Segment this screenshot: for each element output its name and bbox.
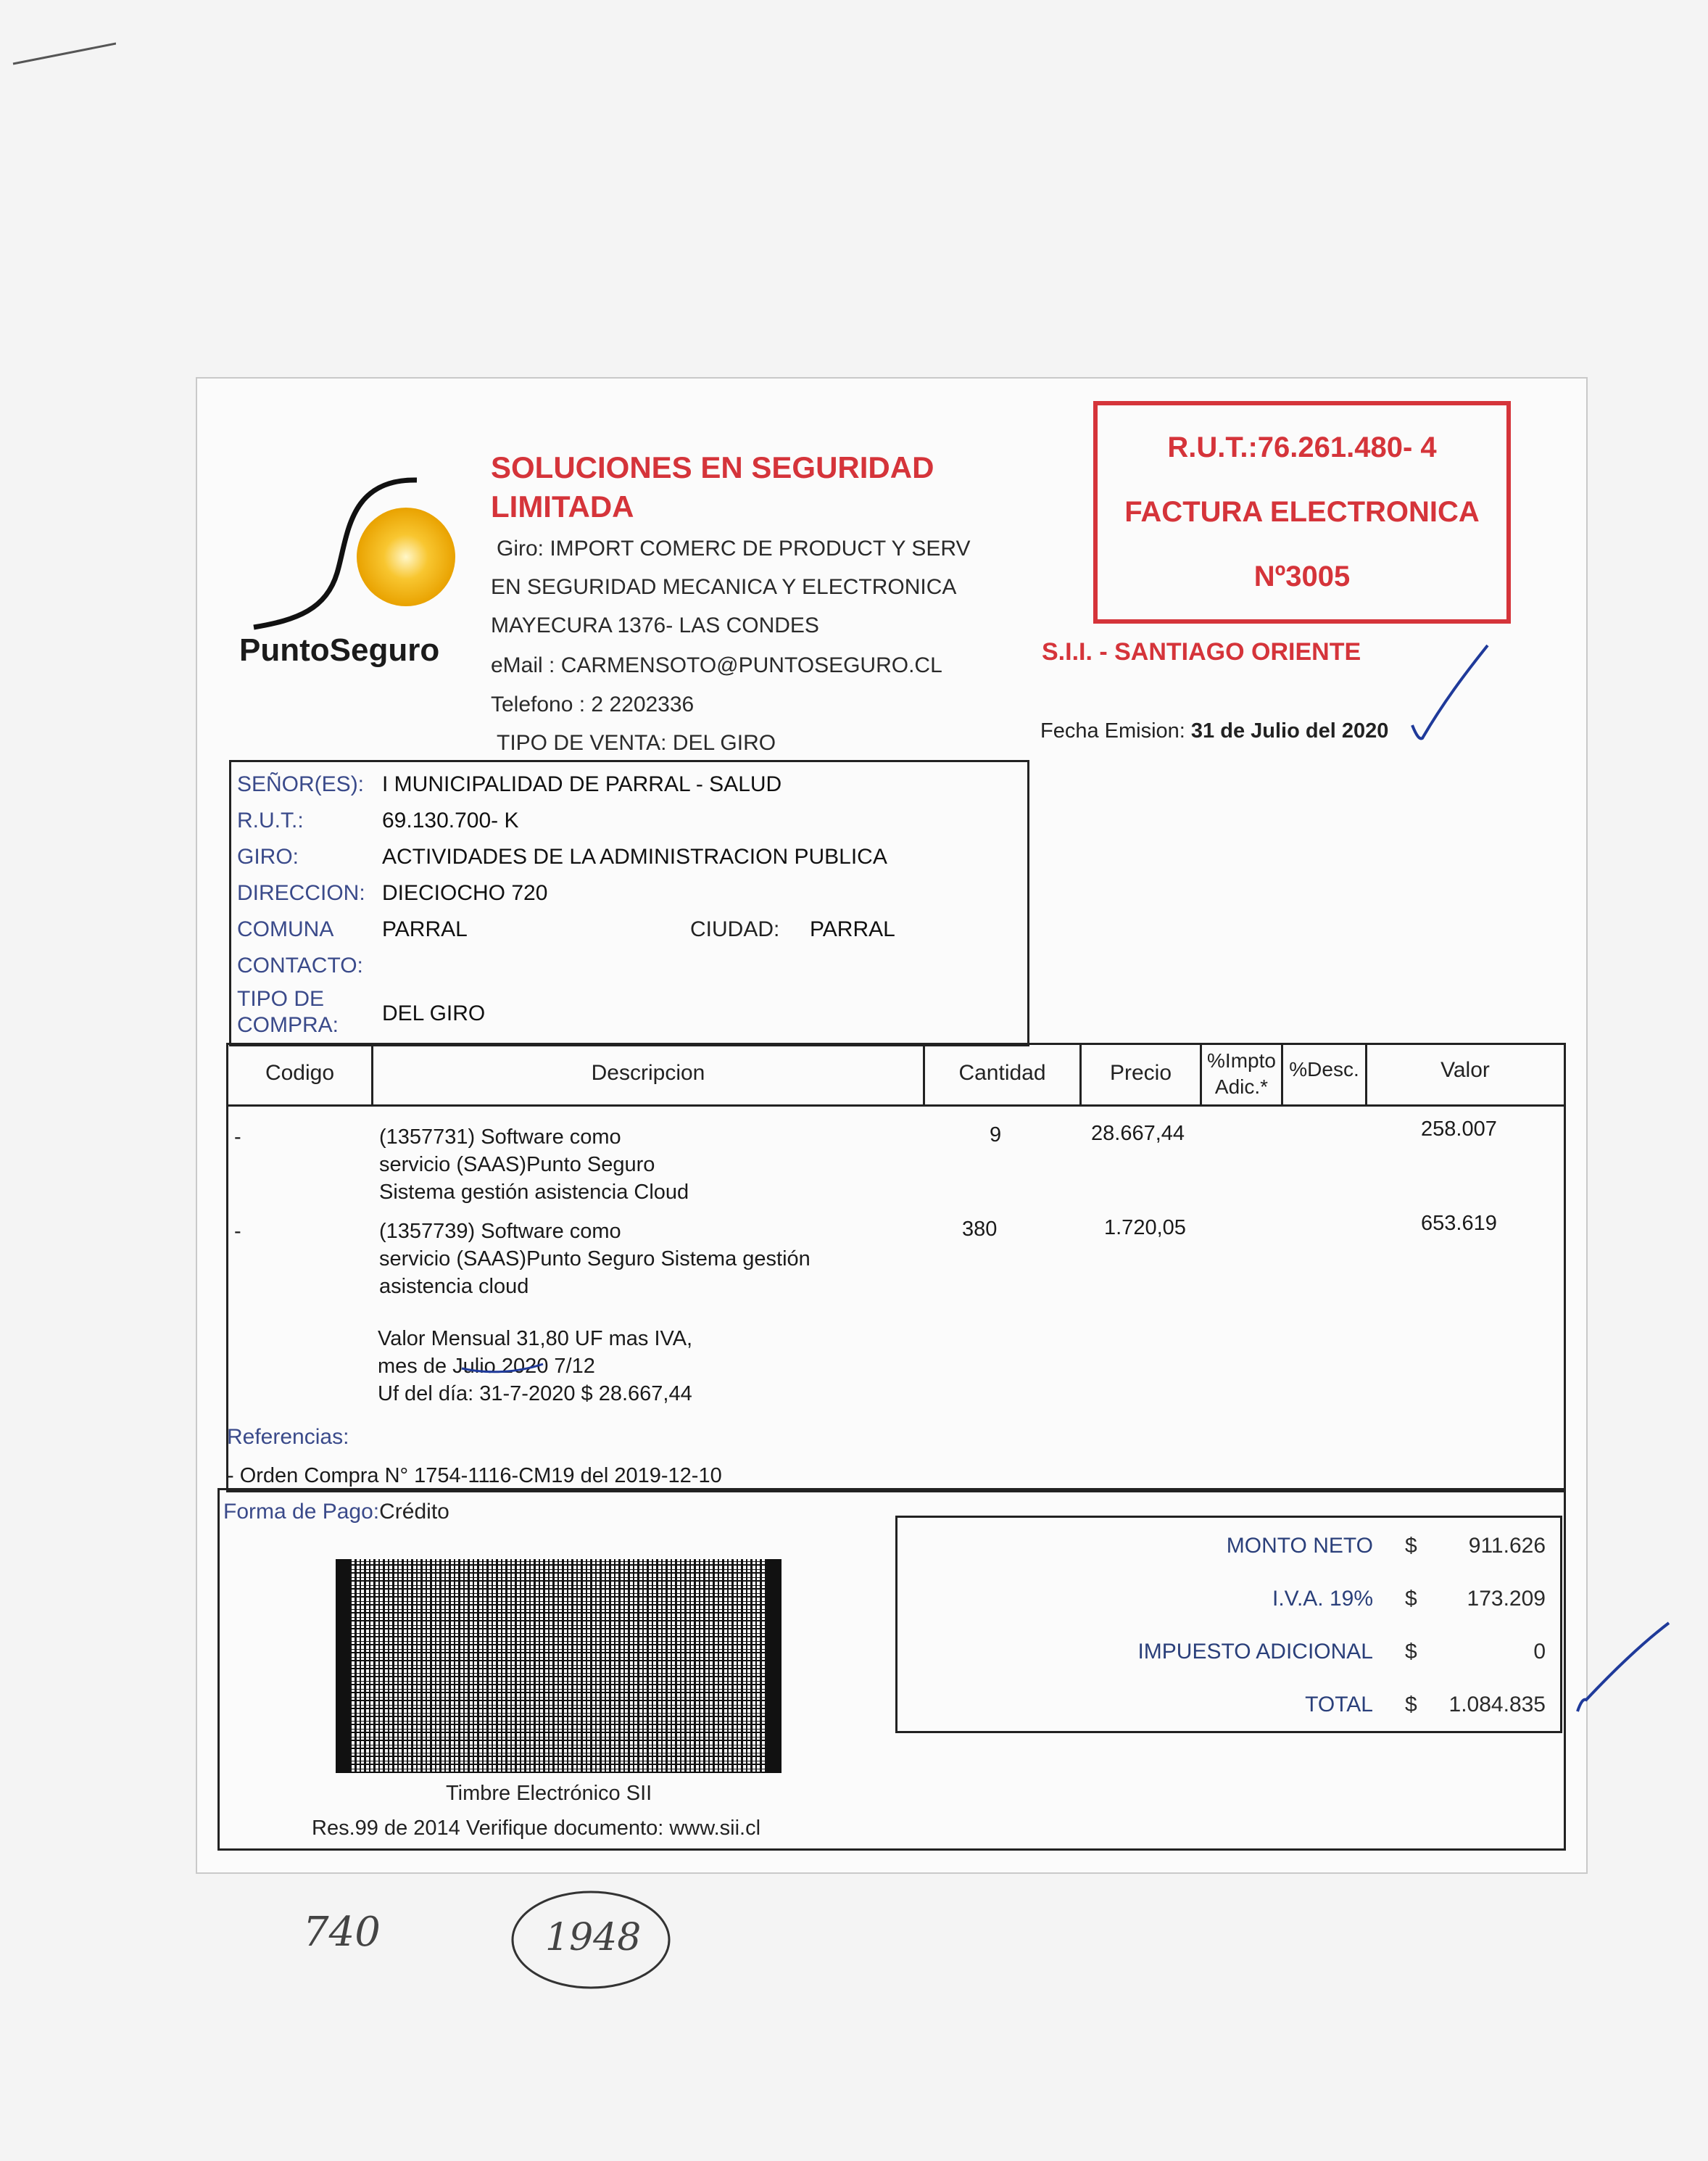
comuna-label: COMUNA (237, 917, 334, 941)
item-description-line: (1357739) Software como (379, 1220, 621, 1243)
header-desc: %Desc. (1289, 1058, 1359, 1080)
fecha-label: Fecha Emision: (1040, 719, 1185, 743)
checkmark-icon (1573, 1617, 1675, 1719)
item-codigo: - (234, 1125, 241, 1149)
issuer-giro-line1: Giro: IMPORT COMERC DE PRODUCT Y SERV (497, 537, 971, 561)
direccion-label: DIRECCION: (237, 881, 365, 905)
item-valor: 258.007 (1421, 1117, 1497, 1141)
adicional-label: IMPUESTO ADICIONAL (1137, 1640, 1373, 1664)
header-descripcion: Descripcion (591, 1061, 705, 1085)
handwritten-underline-mark (459, 1358, 546, 1376)
handwritten-note: 740 (303, 1909, 381, 1956)
client-giro-value: ACTIVIDADES DE LA ADMINISTRACION PUBLICA (382, 845, 887, 869)
puntoseguro-logo-icon (239, 471, 471, 638)
item-description-line: Sistema gestión asistencia Cloud (379, 1181, 689, 1204)
comuna-value: PARRAL (382, 917, 468, 941)
item-precio: 28.667,44 (1091, 1122, 1185, 1145)
senores-label: SEÑOR(ES): (237, 772, 365, 796)
document-number: Nº3005 (1253, 561, 1351, 592)
logo-wordmark: PuntoSeguro (239, 632, 440, 668)
forma-pago-label: Forma de Pago: (223, 1500, 380, 1524)
adicional-value: 0 (1533, 1640, 1546, 1664)
currency-symbol: $ (1405, 1640, 1417, 1664)
item-description (379, 1218, 811, 1300)
iva-label: I.V.A. 19% (1272, 1587, 1373, 1611)
note-line: Valor Mensual 31,80 UF mas IVA, (378, 1327, 693, 1350)
currency-symbol: $ (1405, 1693, 1417, 1716)
currency-symbol: $ (1405, 1587, 1417, 1611)
sii-office: S.I.I. - SANTIAGO ORIENTE (1042, 638, 1361, 666)
company-name-line1: SOLUCIONES EN SEGURIDAD (491, 450, 934, 484)
neto-value: 911.626 (1468, 1534, 1546, 1558)
header-impto-line1: %Impto (1207, 1049, 1276, 1072)
document-type: FACTURA ELECTRONICA (1124, 496, 1480, 528)
issuer-rut: R.U.T.:76.261.480- 4 (1167, 431, 1437, 463)
item-description-line: (1357731) Software como (379, 1125, 621, 1149)
total-value: 1.084.835 (1448, 1693, 1546, 1716)
senores-value: I MUNICIPALIDAD DE PARRAL - SALUD (382, 772, 782, 796)
fecha-emision (1040, 719, 1388, 743)
checkmark-icon (1406, 638, 1493, 747)
timbre-label: Timbre Electrónico SII (446, 1782, 652, 1805)
referencia-orden-compra: - Orden Compra N° 1754-1116-CM19 del 2019-12-10 (227, 1464, 722, 1487)
item-cantidad: 9 (990, 1123, 1002, 1146)
client-rut-label: R.U.T.: (237, 809, 304, 832)
ciudad-value: PARRAL (810, 917, 895, 941)
iva-value: 173.209 (1467, 1587, 1546, 1611)
currency-symbol: $ (1405, 1534, 1417, 1558)
issuer-giro-line2: EN SEGURIDAD MECANICA Y ELECTRONICA (491, 575, 957, 599)
header-valor: Valor (1440, 1058, 1490, 1082)
client-rut-value: 69.130.700- K (382, 809, 519, 832)
totals-box (895, 1516, 1562, 1733)
tipo-compra-label-1: TIPO DE (237, 987, 325, 1011)
item-codigo: - (234, 1220, 241, 1243)
handwritten-circled-number: 1948 (545, 1916, 642, 1959)
item-description-line: asistencia cloud (379, 1275, 529, 1298)
item-description (379, 1123, 689, 1206)
issuer-email: eMail : CARMENSOTO@PUNTOSEGURO.CL (491, 653, 942, 677)
issuer-phone: Telefono : 2 2202336 (491, 693, 695, 716)
items-table (226, 1043, 1566, 1492)
item-description-line: servicio (SAAS)Punto Seguro Sistema gestión (379, 1247, 811, 1270)
forma-pago-value: Crédito (379, 1500, 449, 1524)
issuer-address: MAYECURA 1376- LAS CONDES (491, 613, 819, 637)
tipo-compra-label-2: COMPRA: (237, 1013, 339, 1037)
item-valor: 653.619 (1421, 1212, 1497, 1235)
client-giro-label: GIRO: (237, 845, 299, 869)
issuer-tipo-venta: TIPO DE VENTA: DEL GIRO (497, 731, 776, 755)
neto-label: MONTO NETO (1226, 1534, 1373, 1558)
pen-stroke-mark (7, 36, 116, 73)
timbre-res: Res.99 de 2014 Verifique documento: www.sii.cl (312, 1817, 761, 1840)
total-label: TOTAL (1305, 1693, 1373, 1716)
note-line: mes de Julio 2020 7/12 (378, 1355, 595, 1378)
item-precio: 1.720,05 (1104, 1216, 1186, 1239)
item-description-line: servicio (SAAS)Punto Seguro (379, 1153, 655, 1176)
contacto-label: CONTACTO: (237, 954, 363, 978)
header-codigo: Codigo (265, 1061, 335, 1085)
tipo-compra-value: DEL GIRO (382, 1001, 486, 1025)
header-precio: Precio (1109, 1061, 1172, 1085)
client-info-box (229, 760, 1029, 1046)
direccion-value: DIECIOCHO 720 (382, 881, 548, 905)
timbre-barcode (336, 1559, 782, 1773)
document-id-box (1093, 401, 1511, 624)
forma-de-pago (223, 1500, 449, 1524)
referencias-label: Referencias: (227, 1425, 349, 1449)
note-line: Uf del día: 31-7-2020 $ 28.667,44 (378, 1382, 692, 1405)
issuer-company-name (491, 448, 1013, 526)
item-cantidad: 380 (962, 1218, 998, 1241)
company-name-line2: LIMITADA (491, 489, 634, 524)
barcode-start-bars (336, 1559, 352, 1773)
header-cantidad: Cantidad (958, 1061, 1046, 1085)
header-impto (1202, 1048, 1281, 1100)
ciudad-label: CIUDAD: (690, 917, 780, 941)
fecha-value: 31 de Julio del 2020 (1190, 719, 1389, 743)
table-header-divider (228, 1104, 1564, 1107)
barcode-end-bars (766, 1559, 782, 1773)
header-impto-line2: Adic.* (1214, 1075, 1269, 1098)
